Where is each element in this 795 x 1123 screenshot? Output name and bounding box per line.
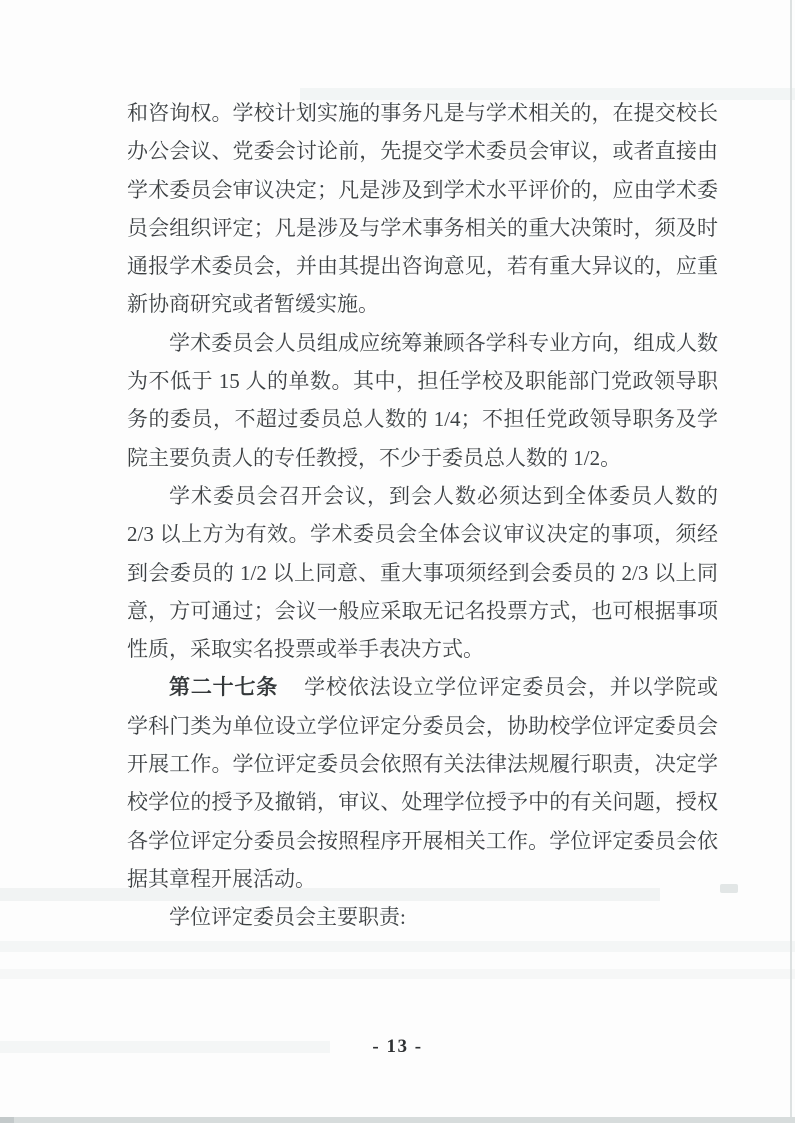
scan-edge-line-right: [790, 0, 792, 1123]
scan-streak: [0, 969, 795, 979]
document-body: [127, 94, 718, 937]
paragraph-committee-meeting-rules: 学术委员会召开会议，到会人数必须达到全体委员人数的 2/3 以上方为有效。学术委员会全体会议审议决定的事项，须经到会委员的 1/2 以上同意、重大事项须经到会委员的 2/3 以上同意，方可通过；会议一般应采取无记名投票方式，也可根据事项性质，采取实名投票或举手表决方式。: [127, 483, 718, 662]
paragraph-committee-composition: 学术委员会人员组成应统筹兼顾各学科专业方向，组成人数为不低于 15 人的单数。其中，担任学校及职能部门党政领导职务的委员，不超过委员总人数的 1/4；不担任党政领导职务及学院主要负责人的专任教授，不少于委员总人数的 1/2。: [127, 330, 718, 470]
scan-smudge-artifact: [720, 884, 738, 893]
article-number-label: 第二十七条: [169, 675, 279, 700]
paragraph-article-27: [127, 668, 718, 898]
scan-streak: [0, 941, 795, 952]
paragraph-continuation-academic-committee: 和咨询权。学校计划实施的事务凡是与学术相关的，在提交校长办公会议、党委会讨论前，先提交学术委员会审议，或者直接由学术委员会审议决定；凡是涉及到学术水平评价的，应由学术委员会组织评定；凡是涉及与学术事务相关的重大决策时，须及时通报学术委员会，并由其提出咨询意见，若有重大异议的，应重新协商研究或者暂缓实施。: [127, 101, 718, 317]
article-27-body: 学校依法设立学位评定委员会，并以学院或学科门类为单位设立学位评定分委员会，协助校学位评定委员会开展工作。学位评定委员会依照有关法律法规履行职责，决定学校学位的授予及撤销，审议、处理学位授予中的有关问题，授权各学位评定分委员会按照程序开展相关工作。学位评定委员会依据其章程开展活动。: [127, 675, 719, 891]
scan-bottom-strip: [0, 1117, 795, 1123]
scan-corner-shadow: [0, 1117, 14, 1123]
page-number: - 13 -: [372, 1036, 423, 1057]
paragraph-degree-committee-duties-heading: 学位评定委员会主要职责:: [169, 905, 406, 930]
